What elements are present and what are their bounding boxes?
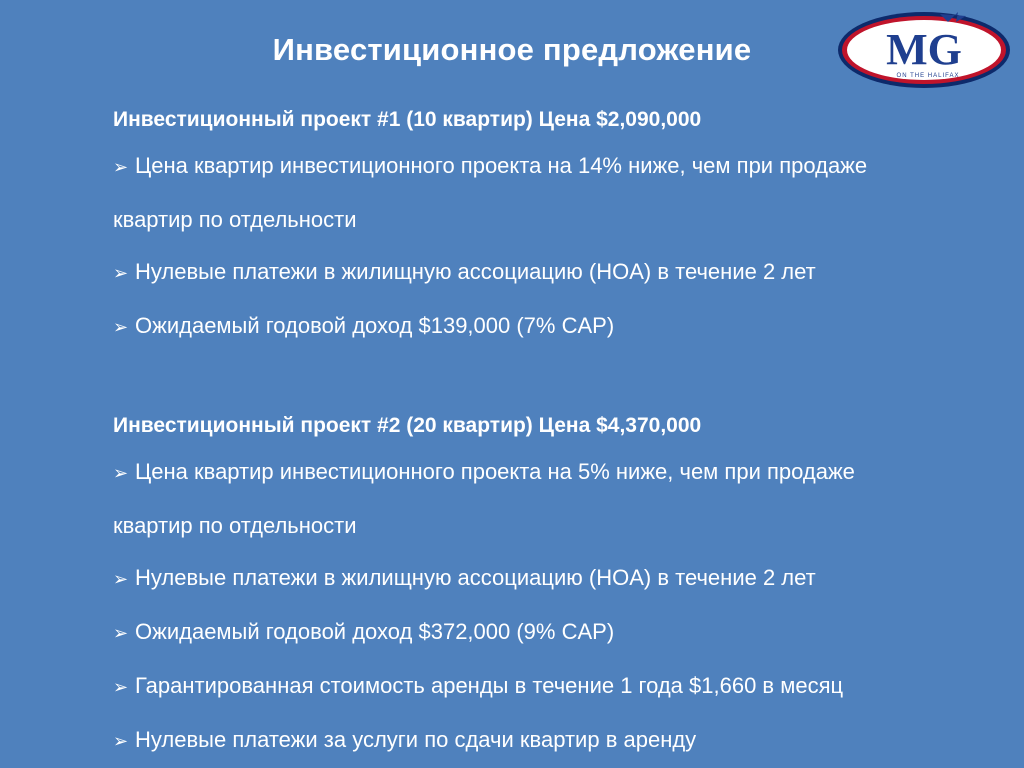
- mg-logo: [836, 8, 1014, 90]
- arrow-bullet-icon: ➢: [113, 731, 129, 752]
- arrow-bullet-icon: ➢: [113, 463, 129, 484]
- arrow-bullet-icon: ➢: [113, 317, 129, 338]
- arrow-bullet-icon: ➢: [113, 677, 129, 698]
- list-item: ➢ Ожидаемый годовой доход $139,000 (7% CAP): [113, 300, 1013, 354]
- list-item: ➢ Гарантированная стоимость аренды в течение 1 года $1,660 в месяц: [113, 660, 1013, 714]
- list-item: ➢ Нулевые платежи за услуги по сдачи квартир в аренду: [113, 714, 1013, 768]
- list-item: ➢ Ожидаемый годовой доход $372,000 (9% CAP): [113, 606, 1013, 660]
- arrow-bullet-icon: ➢: [113, 623, 129, 644]
- arrow-bullet-icon: ➢: [113, 569, 129, 590]
- list-item: ➢ Нулевые платежи в жилищную ассоциацию (HOA) в течение 2 лет: [113, 552, 1013, 606]
- project-2-heading: Инвестиционный проект #2 (20 квартир) Цена $4,370,000: [113, 414, 702, 437]
- spacer: [113, 354, 1013, 406]
- arrow-bullet-icon: ➢: [113, 157, 129, 178]
- list-item: ➢ Нулевые платежи в жилищную ассоциацию (HOA) в течение 2 лет: [113, 246, 1013, 300]
- slide-body: [113, 100, 1013, 768]
- slide-title: Инвестиционное предложение: [272, 32, 752, 67]
- list-item: ➢ Цена квартир инвестиционного проекта на 14% ниже, чем при продаже: [113, 140, 1013, 194]
- list-item-continuation: квартир по отдельности: [113, 513, 357, 538]
- list-item: ➢ Цена квартир инвестиционного проекта на 5% ниже, чем при продаже: [113, 446, 1013, 500]
- project-1-heading: Инвестиционный проект #1 (10 квартир) Цена $2,090,000: [113, 108, 702, 131]
- list-item-continuation: квартир по отдельности: [113, 207, 357, 232]
- logo-tagline: ON THE HALIFAX: [896, 73, 960, 79]
- arrow-bullet-icon: ➢: [113, 263, 129, 284]
- logo-letters: MG: [886, 25, 962, 74]
